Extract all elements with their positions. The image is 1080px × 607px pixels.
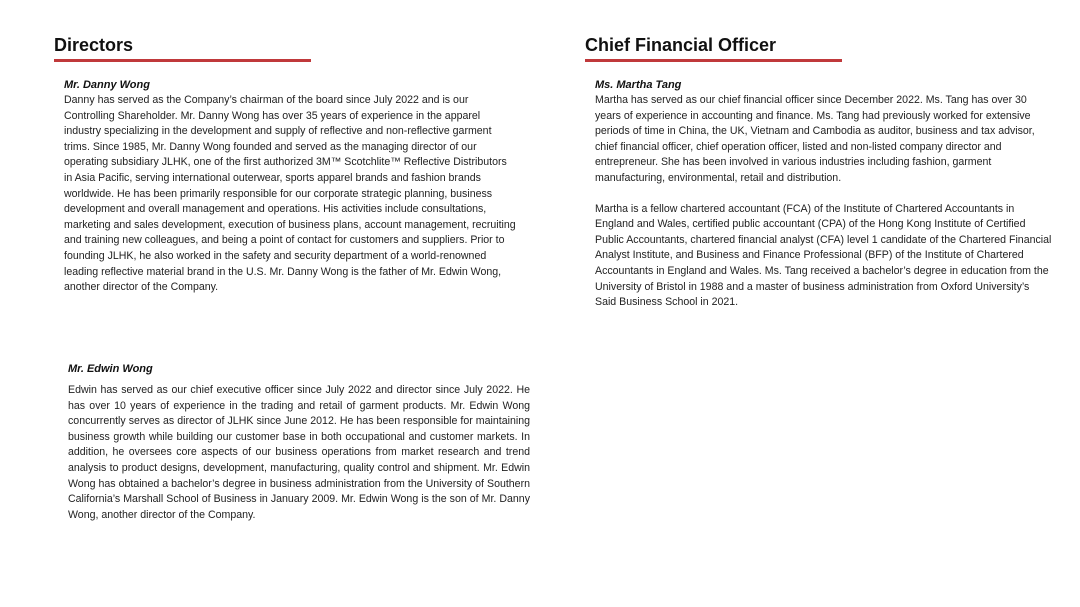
directors-section-header	[54, 34, 311, 62]
cfo-bio-paragraph-1: Martha has served as our chief financial officer since December 2022. Ms. Tang has over 30 years of experience in accounting and finance. Ms. Tang had previously worked for extensive periods of time in China, the UK, Vietnam and Cambodia as auditor, business and tax advisor, chief financial officer, chief operation officer, listed and non-listed company director and entrepreneur. She has been involved in various industries including fashion, garment manufacturing, environmental, retail and distribution.	[595, 94, 1035, 184]
cfo-bio-paragraph-2: Martha is a fellow chartered accountant (FCA) of the Institute of Chartered Accountants in England and Wales, certified public accountant (CPA) of the Hong Kong Institute of Certified Public Accountants, chartered financial analyst (CFA) level 1 candidate of the Chartered Financial Analyst Institute, and Business and Finance Professional (BFP) of the Institute of Chartered Accountants in England and Wales. Ms. Tang received a bachelor’s degree in education from the University of Bristol in 1988 and a master of business administration from Oxford University’s Said Business School in 2021.	[595, 202, 1052, 309]
director-profile-danny	[64, 78, 516, 296]
directors-heading: Directors	[54, 35, 134, 55]
director-profile-edwin	[68, 362, 530, 523]
director-bio: Danny has served as the Company’s chairman of the board since July 2022 and is our Controlling Shareholder. Mr. Danny Wong has over 35 years of experience in the apparel industry specializing in the development and supply of reflective and non-reflective garment trims. Since 1985, Mr. Danny Wong founded and served as the managing director of our operating subsidiary JLHK, one of the first authorized 3M™ Scotchlite™ Reflective Distributors in Asia Pacific, serving international outerwear, sports apparel brands and fashion brands worldwide. He has been primarily responsible for our corporate strategic planning, business development and overall management and operations. His activities include consultations, marketing and sales development, execution of business plans, account management, recruiting and training new colleagues, and being a point of contact for customers and suppliers. Prior to founding JLHK, he also worked in the safety and security department of a world-renowned leading reflective material brand in the U.S. Mr. Danny Wong is the father of Mr. Edwin Wong, another director of the Company.	[64, 94, 516, 294]
cfo-heading-rule	[585, 59, 842, 62]
cfo-profile-martha	[595, 78, 1053, 311]
cfo-section-header	[585, 34, 842, 62]
directors-heading-rule	[54, 59, 311, 62]
director-name: Mr. Edwin Wong	[68, 363, 153, 375]
cfo-name: Ms. Martha Tang	[595, 79, 682, 91]
director-name: Mr. Danny Wong	[64, 79, 150, 91]
director-bio: Edwin has served as our chief executive officer since July 2022 and director since July 2022. He has over 10 years of experience in the trading and retail of garment products. Mr. Edwin Wong concurrently serves as director of JLHK since June 2012. He has been responsible for maintaining business growth while building our customer base in both occupational and customer markets. In addition, he oversees core aspects of our business operations from market research and trend analysis to product designs, development, manufacturing, quality control and shipment. Mr. Edwin Wong has obtained a bachelor’s degree in business administration from the University of Southern California’s Marshall School of Business in January 2009. Mr. Edwin Wong is the son of Mr. Danny Wong, another director of the Company.	[68, 384, 530, 521]
cfo-heading: Chief Financial Officer	[585, 35, 777, 55]
